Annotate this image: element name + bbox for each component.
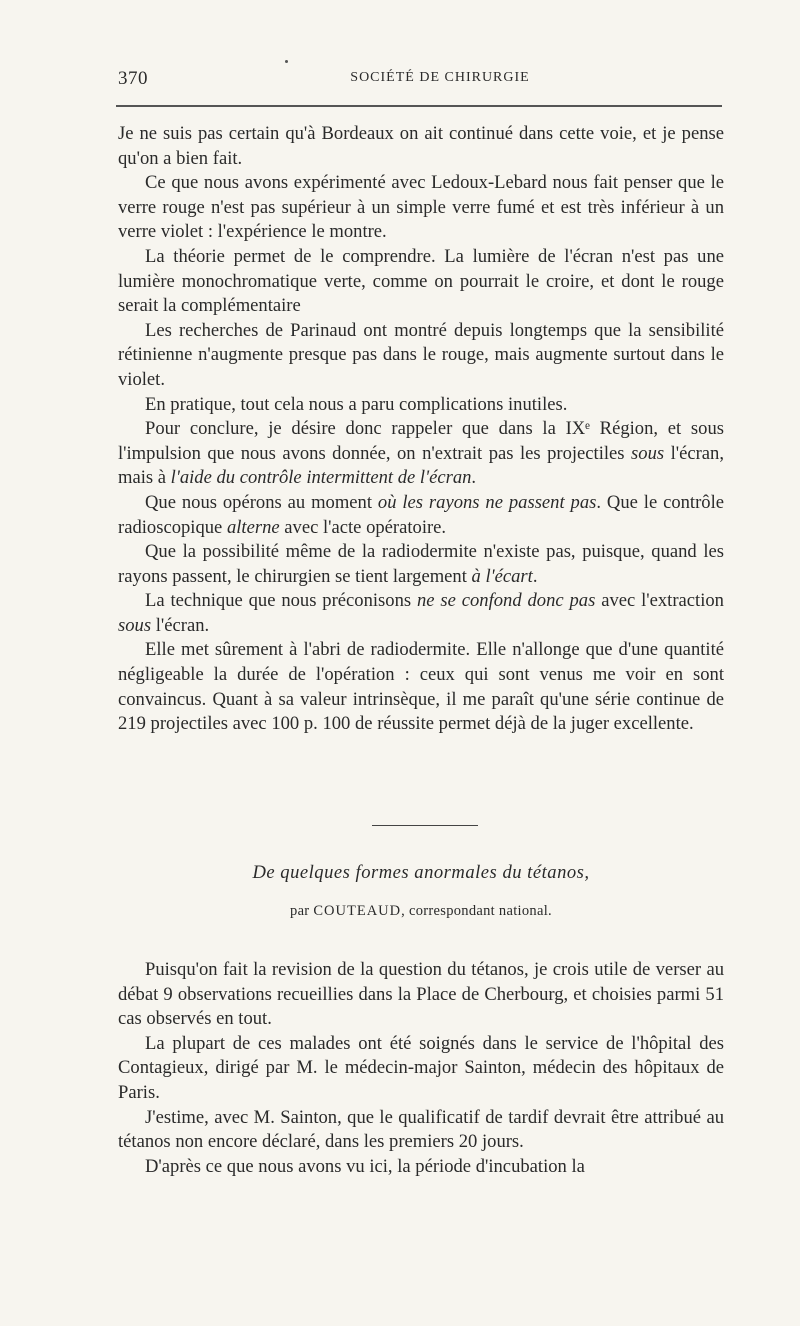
header-rule xyxy=(116,105,722,107)
text-run: Puisqu'on fait la revision de la question du tétanos, je crois utile de verser au débat 9 observations recueillies dans la Place de Cherbourg, et choisies parmi 51 cas observés en tout. xyxy=(118,959,724,1030)
body-text-part1 xyxy=(118,122,724,737)
article-byline xyxy=(118,903,724,920)
article-title: De quelques formes anormales du tétanos, xyxy=(252,862,590,883)
running-head: SOCIÉTÉ DE CHIRURGIE xyxy=(350,70,530,85)
paragraph xyxy=(118,540,724,589)
text-run: D'après ce que nous avons vu ici, la période d'incubation la xyxy=(145,1155,585,1177)
print-mark xyxy=(285,60,288,63)
italic-text: l'aide du contrôle intermittent de l'écran xyxy=(170,467,472,489)
italic-text: ne se confond donc pas xyxy=(416,590,596,612)
paragraph xyxy=(118,638,724,736)
text-run: Pour conclure, je désire donc rappeler que dans la IXᵉ Région, et sous l'impulsion que nous avons donnée, on n'extrait pas les projectiles xyxy=(118,418,724,464)
text-run: avec l'extraction xyxy=(595,590,724,612)
text-run: La théorie permet de le comprendre. La lumière de l'écran n'est pas une lumière monochromatique verte, comme on pourrait le croire, et dont le rouge serait la complémentaire xyxy=(118,245,724,317)
text-run: La technique que nous préconisons xyxy=(145,590,417,612)
text-run: En pratique, tout cela nous a paru complications inutiles. xyxy=(145,393,568,415)
paragraph xyxy=(118,122,724,171)
italic-text: sous xyxy=(631,442,665,464)
text-run: . Que le contrôle radioscopique xyxy=(118,491,724,538)
text-run: Que la possibilité même de la radiodermite n'existe pas, puisque, quand les rayons passent, le chirurgien se tient largement xyxy=(118,541,724,587)
text-run: Elle met sûrement à l'abri de radiodermite. Elle n'allonge que d'une quantité négligeable la durée de l'opération : ceux qui sont venus me voir en sont convaincus. Quant à sa valeur intrinsèque, il me paraît qu'une série continue de 219 projectiles avec 100 p. 100 de réussite permet déjà de la juger excellente. xyxy=(118,639,724,735)
paragraph xyxy=(118,319,724,393)
byline-author: COUTEAUD xyxy=(313,903,402,919)
byline-prefix: par xyxy=(290,903,310,919)
text-run: Les recherches de Parinaud ont montré depuis longtemps que la sensibilité rétinienne n'augmente presque pas dans le rouge, mais augmente surtout dans le violet. xyxy=(118,319,724,390)
page-header xyxy=(118,64,722,104)
italic-text: sous xyxy=(118,614,152,636)
section-separator xyxy=(372,825,478,826)
text-run: Ce que nous avons expérimenté avec Ledoux-Lebard nous fait penser que le verre rouge n'est pas supérieur à un simple verre fumé et est très inférieur à un verre violet : l'expérience le montre. xyxy=(118,172,724,243)
byline-suffix: , correspondant national. xyxy=(401,903,552,919)
text-run: J'estime, avec M. Sainton, que le qualificatif de tardif devrait être attribué au tétanos non encore déclaré, dans les premiers 20 jours. xyxy=(118,1106,724,1153)
text-run: avec l'acte opératoire. xyxy=(279,516,447,538)
paragraph xyxy=(118,417,724,491)
paragraph xyxy=(118,171,724,245)
paragraph xyxy=(118,393,724,418)
text-run: . xyxy=(532,565,538,587)
body-text-part2 xyxy=(118,958,724,1179)
paragraph xyxy=(118,491,724,540)
page-number: 370 xyxy=(118,68,148,89)
text-run: l'écran. xyxy=(151,614,210,636)
italic-text: à l'écart xyxy=(471,565,533,587)
paragraph xyxy=(118,245,724,319)
text-run: La plupart de ces malades ont été soignés dans le service de l'hôpital des Contagieux, dirigé par M. le médecin-major Sainton, médecin des hôpitaux de Paris. xyxy=(118,1032,724,1103)
text-run: Que nous opérons au moment xyxy=(145,491,378,513)
paragraph xyxy=(118,1032,724,1106)
paragraph xyxy=(118,589,724,638)
italic-text: alterne xyxy=(226,516,280,538)
italic-text: où les rayons ne passent pas xyxy=(377,491,597,513)
text-run: Je ne suis pas certain qu'à Bordeaux on ait continué dans cette voie, et je pense qu'on a bien fait. xyxy=(118,123,724,169)
paragraph xyxy=(118,1155,724,1180)
paragraph xyxy=(118,958,724,1032)
text-run: l'écran, mais à xyxy=(118,442,725,489)
paragraph xyxy=(118,1106,724,1155)
text-run: . xyxy=(471,467,477,489)
